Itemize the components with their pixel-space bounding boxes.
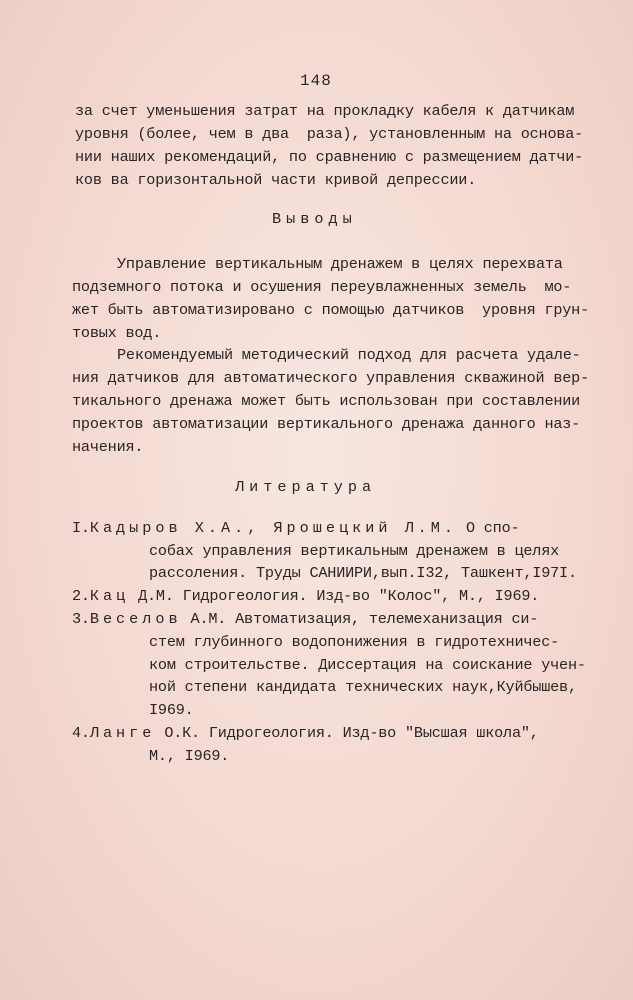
reference-1-first-line — [72, 517, 519, 539]
reference-2-text: Д.М. Гидрогеология. Изд-во "Колос", М., I969. — [129, 587, 540, 605]
conclusions-p2-line-1: Рекомендуемый методический подход для расчета удале- — [117, 346, 581, 364]
reference-3-number: 3. — [72, 610, 90, 628]
conclusions-p2-line-2: ния датчиков для автоматического управления скважиной вер- — [72, 369, 590, 387]
reference-4-number: 4. — [72, 724, 90, 742]
reference-4-first-line — [72, 722, 539, 744]
conclusions-p2-line-5: начения. — [72, 438, 144, 456]
literature-heading: Литература — [235, 478, 377, 496]
reference-1-number: I. — [72, 519, 90, 537]
reference-3-line-4: ной степени кандидата технических наук,Куйбышев, — [149, 678, 577, 696]
conclusions-p1-line-2: подземного потока и осушения переувлажненных земель мо- — [72, 278, 572, 296]
reference-3-line-3: ком строительстве. Диссертация на соискание учен- — [149, 656, 586, 674]
reference-2-first-line — [72, 585, 539, 607]
reference-1-line-2: собах управления вертикальным дренажем в целях — [149, 542, 560, 560]
reference-4-text: О.К. Гидрогеология. Изд-во "Высшая школа", — [155, 724, 539, 742]
intro-line-3: нии наших рекомендаций, по сравнению с размещением датчи- — [75, 148, 584, 166]
reference-3-text: А.М. Автоматизация, телемеханизация си- — [181, 610, 539, 628]
conclusions-p1-line-1: Управление вертикальным дренажем в целях перехвата — [117, 255, 563, 273]
reference-3-author: Веселов — [89, 610, 182, 628]
intro-line-1: за счет уменьшения затрат на прокладку кабеля к датчикам — [75, 102, 575, 120]
reference-4-line-2: М., I969. — [149, 747, 230, 765]
conclusions-p1-line-4: товых вод. — [72, 324, 162, 342]
conclusions-heading: Выводы — [272, 210, 357, 228]
reference-1-line-3: рассоления. Труды САНИИРИ,вып.I32, Ташкент,I97I. — [149, 564, 577, 582]
reference-1-text: О спо- — [457, 519, 520, 537]
conclusions-p2-line-3: тикального дренажа может быть использован при составлении — [72, 392, 581, 410]
conclusions-p1-line-3: жет быть автоматизировано с помощью датчиков уровня грун- — [72, 301, 590, 319]
conclusions-p2-line-4: проектов автоматизации вертикального дренажа данного наз- — [72, 415, 581, 433]
page-number: 148 — [300, 72, 332, 90]
reference-4-author: Ланге — [89, 724, 156, 742]
intro-line-2: уровня (более, чем в два раза), установленным на основа- — [75, 125, 584, 143]
reference-3-line-2: стем глубинного водопонижения в гидротехничес- — [149, 633, 560, 651]
reference-2-number: 2. — [72, 587, 90, 605]
intro-line-4: ков ва горизонтальной части кривой депрессии. — [75, 171, 477, 189]
reference-3-line-5: I969. — [149, 701, 194, 719]
reference-2-author: Кац — [89, 587, 130, 605]
reference-1-author: Кадыров Х.А., Ярошецкий Л.М. — [89, 519, 458, 537]
reference-3-first-line — [72, 608, 538, 630]
